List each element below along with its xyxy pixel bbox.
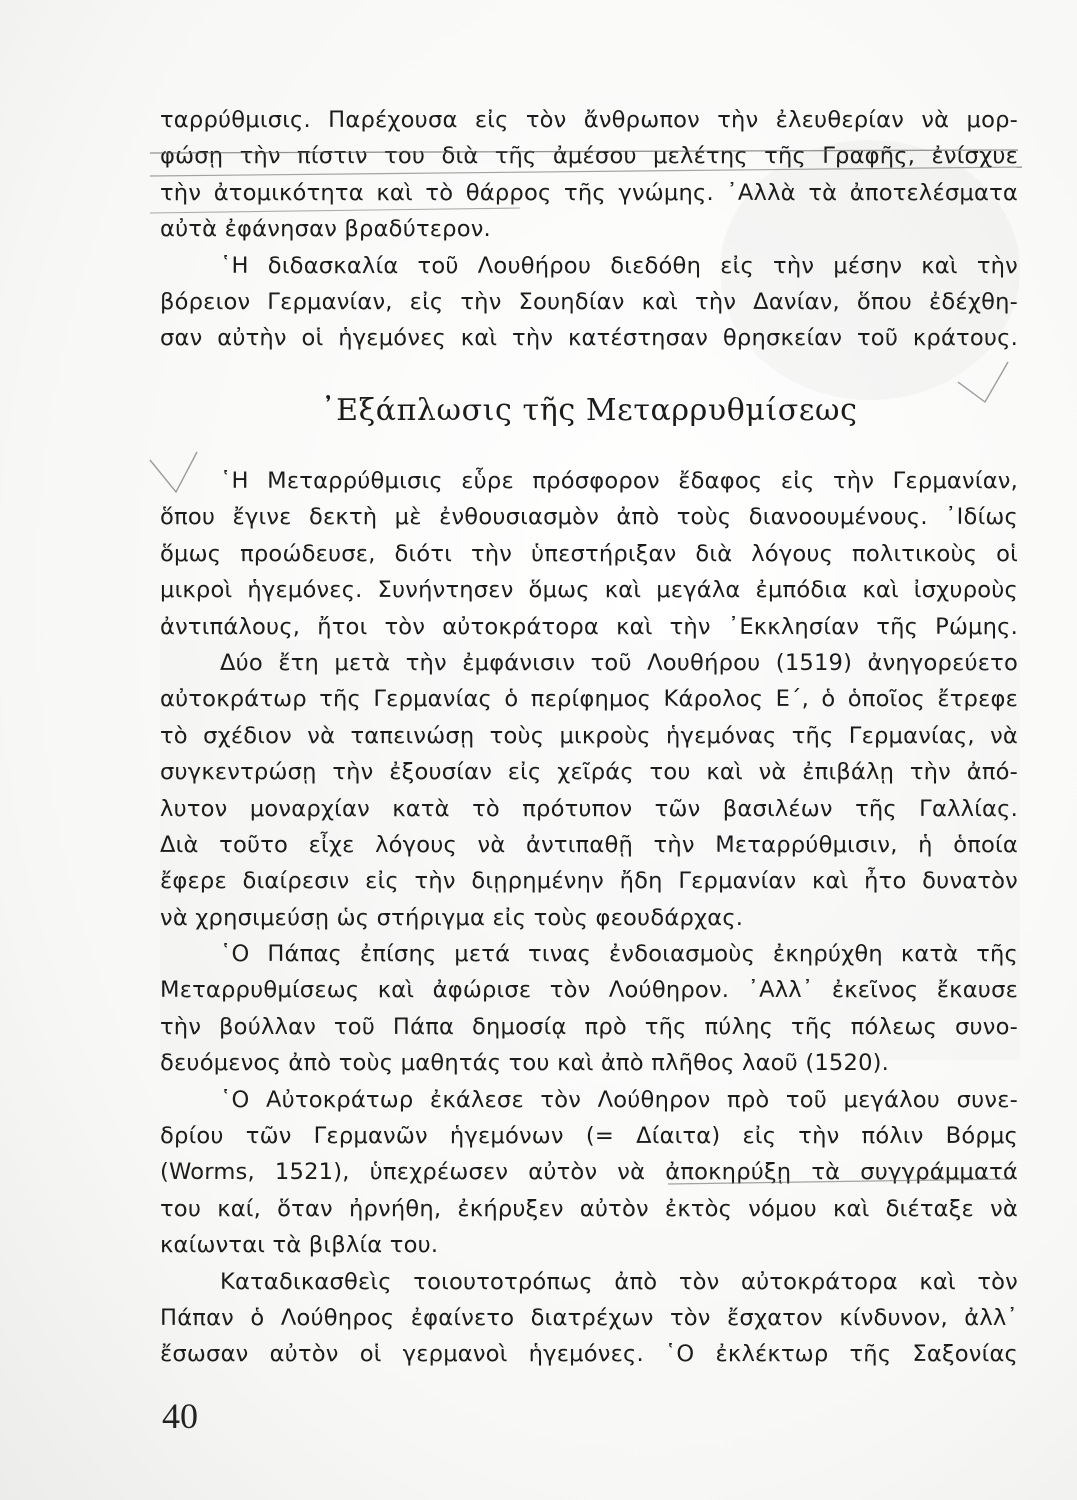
text-line: ῾Η Μεταρρύθμισις εὗρε πρόσφορον ἔδαφος εἰς τὴν Γερμανίαν,	[220, 468, 1018, 494]
text-line: τὴν ἀτομικότητα καὶ τὸ θάρρος τῆς γνώμης. ᾿Αλλὰ τὰ ἀποτελέσματα	[160, 179, 1018, 206]
text-line: φώσῃ τὴν πίστιν του διὰ τῆς ἀμέσου μελέτης τῆς Γραφῆς, ἐνίσχυε	[160, 143, 1018, 170]
text-line: ῾Ο Πάπας ἐπίσης μετά τινας ἐνδοιασμοὺς ἐκηρύχθη κατὰ τῆς	[220, 941, 1018, 968]
text-line: αὐτοκράτωρ τῆς Γερμανίας ὁ περίφημος Κάρολος Ε΄, ὁ ὁποῖος ἔτρεφε	[160, 686, 1018, 713]
text-line: τὴν βούλλαν τοῦ Πάπα δημοσίᾳ πρὸ τῆς πύλης τῆς πόλεως συνο-	[160, 1013, 1018, 1040]
pencil-underline	[150, 208, 520, 213]
text-line: Μεταρρυθμίσεως καὶ ἀφώρισε τὸν Λούθηρον. ᾿Αλλ᾿ ἐκεῖνος ἔκαυσε	[160, 977, 1018, 1004]
text-line: βόρειον Γερμανίαν, εἰς τὴν Σουηδίαν καὶ τὴν Δανίαν, ὅπου ἐδέχθη-	[160, 288, 1018, 315]
text-line: δευόμενος ἀπὸ τοὺς μαθητάς του καὶ ἀπὸ πλῆθος λαοῦ (1520).	[160, 1050, 890, 1077]
text-line: (Worms, 1521), ὑπεχρέωσεν αὐτὸν νὰ ἀποκηρύξῃ τὰ συγγράμματά	[160, 1159, 1018, 1186]
pencil-checkmark	[958, 362, 1008, 402]
text-line: νὰ χρησιμεύσῃ ὡς στήριγμα εἰς τοὺς φεουδάρχας.	[160, 904, 744, 931]
page-number: 40	[162, 1396, 198, 1436]
text-line: αὐτὰ ἐφάνησαν βραδύτερον.	[160, 216, 491, 243]
pencil-checkmark	[150, 452, 197, 492]
text-line: ῾Η διδασκαλία τοῦ Λουθήρου διεδόθη εἰς τὴν μέσην καὶ τὴν	[220, 252, 1018, 279]
text-line: τὸ σχέδιον νὰ ταπεινώσῃ τοὺς μικροὺς ἡγεμόνας τῆς Γερμανίας, νὰ	[160, 722, 1018, 749]
text-line: ἔσωσαν αὐτὸν οἱ γερμανοὶ ἡγεμόνες. ῾Ο ἐκλέκτωρ τῆς Σαξονίας	[160, 1341, 1018, 1368]
text-line: Δύο ἔτη μετὰ τὴν ἐμφάνισιν τοῦ Λουθήρου (1519) ἀνηγορεύετο	[220, 649, 1018, 676]
text-line: ὅπου ἔγινε δεκτὴ μὲ ἐνθουσιασμὸν ἀπὸ τοὺς διανοουμένους. ᾿Ιδίως	[160, 504, 1018, 531]
text-line: Διὰ τοῦτο εἶχε λόγους νὰ ἀντιπαθῇ τὴν Μεταρρύθμισιν, ἡ ὁποία	[160, 831, 1018, 858]
text-line: μικροὶ ἡγεμόνες. Συνήντησεν ὅμως καὶ μεγάλα ἐμπόδια καὶ ἰσχυροὺς	[160, 577, 1018, 604]
text-line: καίωνται τὰ βιβλία του.	[160, 1232, 439, 1259]
text-line: συγκεντρώσῃ τὴν ἐξουσίαν εἰς χεῖράς του καὶ νὰ ἐπιβάλῃ τὴν ἀπό-	[160, 759, 1018, 786]
text-line: ὅμως προώδευσε, διότι τὴν ὑπεστήριξαν διὰ λόγους πολιτικοὺς οἱ	[160, 540, 1018, 567]
text-line: ῾Ο Αὐτοκράτωρ ἐκάλεσε τὸν Λούθηρον πρὸ τοῦ μεγάλου συνε-	[220, 1086, 1018, 1113]
text-line: Καταδικασθεὶς τοιουτοτρόπως ἀπὸ τὸν αὐτοκράτορα καὶ τὸν	[220, 1268, 1018, 1295]
text-line: σαν αὐτὴν οἱ ἡγεμόνες καὶ τὴν κατέστησαν θρησκείαν τοῦ κράτους.	[160, 325, 1018, 352]
text-line: ἀντιπάλους, ἤτοι τὸν αὐτοκράτορα καὶ τὴν ᾿Εκκλησίαν τῆς Ρώμης.	[160, 613, 1018, 640]
text-line: δρίου τῶν Γερμανῶν ἡγεμόνων (= Δίαιτα) εἰς τὴν πόλιν Βόρμς	[160, 1123, 1018, 1150]
text-line: του καί, ὅταν ἠρνήθη, ἐκήρυξεν αὐτὸν ἐκτὸς νόμου καὶ διέταξε νὰ	[160, 1195, 1018, 1222]
text-line: Πάπαν ὁ Λούθηρος ἐφαίνετο διατρέχων τὸν ἔσχατον κίνδυνον, ἀλλ᾿	[160, 1304, 1018, 1331]
text-line: ταρρύθμισις. Παρέχουσα εἰς τὸν ἄνθρωπον τὴν ἐλευθερίαν νὰ μορ-	[160, 107, 1018, 133]
pencil-underline	[150, 167, 1022, 176]
text-line: ἔφερε διαίρεσιν εἰς τὴν διῃρημένην ἤδη Γερμανίαν καὶ ἦτο δυνατὸν	[160, 868, 1018, 895]
section-heading: ᾿Εξάπλωσις τῆς Μεταρρυθμίσεως	[320, 393, 858, 428]
pencil-underline	[150, 150, 1018, 153]
text-line: λυτον μοναρχίαν κατὰ τὸ πρότυπον τῶν βασιλέων τῆς Γαλλίας.	[160, 795, 1018, 822]
pencil-underline	[668, 1179, 1010, 1184]
